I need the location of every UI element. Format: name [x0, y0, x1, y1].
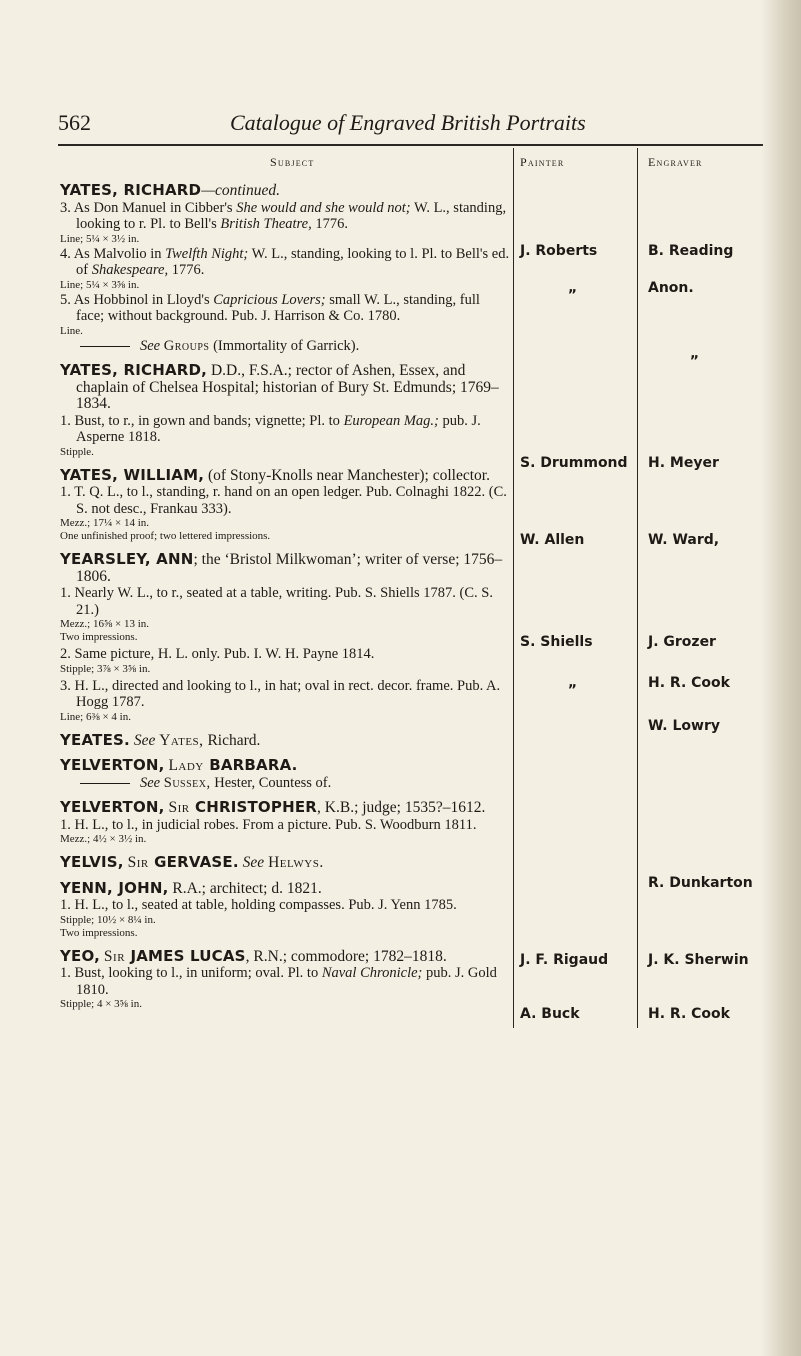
header-rule: [58, 144, 763, 146]
entry-name: YATES, RICHARD: [60, 181, 202, 199]
item-description: 1. Nearly W. L., to r., seated at a table, writing. Pub. S. Shiells 1787. (C. S. 21.): [60, 585, 493, 618]
item-description: 3. As Don Manuel in Cibber's She would and she would not; W. L., standing, looking to r. Pl. to Bell's British Theatre, 1776.: [60, 199, 507, 232]
entry-name: YELVIS,: [60, 853, 124, 871]
item-technique: Mezz.; 17¼ × 14 in.: [60, 517, 149, 529]
engraver-name: H. R. Cook: [648, 1006, 730, 1022]
item-technique: Stipple.: [60, 445, 94, 458]
engraver-name: H. R. Cook: [648, 675, 730, 691]
column-divider: [637, 148, 638, 1028]
item-description: 4. As Malvolio in Twelfth Night; W. L., standing, looking to l. Pl. to Bell's ed. of Shakespeare, 1776.: [60, 245, 510, 278]
entry-name: YELVERTON,: [60, 756, 165, 774]
item-technique: Line; 5¼ × 3⅝ in.: [60, 278, 140, 291]
item-description: 1. T. Q. L., to l., standing, r. hand on an open ledger. Pub. Colnaghi 1822. (C. S. not desc., Frankau 333).: [60, 484, 507, 517]
item-technique: Stipple; 4 × 3⅝ in.: [60, 998, 142, 1010]
entry-yeo-james-lucas: YEO, Sir JAMES LUCAS, R.N.; commodore; 1782–1818. 1. Bust, looking to l., in uniform; oval. Pl. to Naval Chronicle; pub. J. Gold 1810. Stipple; 4 × 3⅝ in.: [60, 948, 510, 1012]
entry-yates-william: YATES, WILLIAM, (of Stony-Knolls near Manchester); collector. 1. T. Q. L., to l., standing, r. hand on an open ledger. Pub. Colnaghi 1822. (C. S. not desc., Frankau 333). Mezz.; 17¼ × 14 in. One unfinished proof; two lettered impressions.: [60, 467, 510, 544]
cross-reference: See Sussex, Hester, Countess of.: [60, 775, 510, 792]
item-description: 2. Same picture, H. L. only. Pub. I. W. H. Payne 1814.: [60, 646, 375, 662]
entry-yates-richard-dd: YATES, RICHARD, D.D., F.S.A.; rector of Ashen, Essex, and chaplain of Chelsea Hospital; historian of Bury St. Edmunds; 1769–1834. 1. Bust, to r., in gown and bands; vignette; Pl. to European Mag.; pub. J. Asperne 1818. Stipple.: [60, 362, 510, 459]
engraver-name: W. Ward,: [648, 532, 720, 548]
column-header-engraver: Engraver: [648, 155, 703, 169]
item-description: 1. H. L., to l., in judicial robes. From a picture. Pub. S. Woodburn 1811.: [60, 816, 477, 833]
painter-name: J. F. Rigaud: [520, 952, 609, 968]
entry-yeates: YEATES. See Yates, Richard.: [60, 730, 261, 749]
entry-name: YENN, JOHN,: [60, 878, 169, 897]
running-title: Catalogue of Engraved British Portraits: [230, 110, 586, 135]
entry-name: YEO,: [60, 946, 101, 965]
item-technique: Line.: [60, 324, 83, 337]
item-note: One unfinished proof; two lettered impressions.: [60, 530, 271, 542]
column-header-painter: Painter: [520, 155, 565, 169]
item-description: 3. H. L., directed and looking to l., in hat; oval in rect. decor. frame. Pub. A. Hogg 1787.: [60, 677, 501, 710]
item-technique: Mezz.; 4½ × 3½ in.: [60, 833, 147, 845]
entry-yelverton-barbara: YELVERTON, Lady BARBARA. See Sussex, Hester, Countess of.: [60, 757, 510, 791]
page-number: 562: [58, 110, 91, 135]
entry-name: YEARSLEY, ANN: [60, 550, 194, 568]
item-description: 1. Bust, to r., in gown and bands; vignette; Pl. to European Mag.; pub. J. Asperne 1818.: [60, 412, 481, 445]
painter-ditto: „: [568, 280, 578, 296]
item-technique: Line; 6⅜ × 4 in.: [60, 710, 131, 723]
entry-yelvis: YELVIS, Sir GERVASE. See Helwys.: [60, 853, 324, 871]
painter-ditto: „: [568, 675, 578, 691]
entry-continued: —continued.: [201, 182, 280, 199]
engraver-name: J. Grozer: [648, 634, 716, 650]
painter-name: W. Allen: [520, 532, 585, 548]
engraver-name: J. K. Sherwin: [648, 952, 749, 968]
column-divider: [513, 148, 514, 1028]
entry-name: YATES, WILLIAM,: [60, 465, 205, 484]
item-note: Two impressions.: [60, 631, 138, 643]
item-technique: Stipple; 10½ × 8¼ in.: [60, 913, 156, 926]
item-description: 5. As Hobbinol in Lloyd's Capricious Lovers; small W. L., standing, full face; without background. Pub. J. Harrison & Co. 1780.: [60, 291, 480, 324]
engraver-name: Anon.: [648, 280, 694, 296]
entry-name: YEATES.: [60, 730, 130, 749]
painter-name: J. Roberts: [520, 243, 598, 259]
engraver-name: W. Lowry: [648, 718, 720, 734]
painter-name: S. Shiells: [520, 634, 593, 650]
entry-yates-richard: [60, 182, 510, 354]
item-description: 1. Bust, looking to l., in uniform; oval. Pl. to Naval Chronicle; pub. J. Gold 1810.: [60, 965, 497, 998]
item-note: Two impressions.: [60, 926, 138, 939]
column-header-subject: Subject: [270, 155, 315, 169]
engraver-ditto: „: [690, 346, 700, 362]
entry-name: YELVERTON,: [60, 798, 165, 816]
engraver-name: B. Reading: [648, 243, 734, 259]
painter-name: A. Buck: [520, 1006, 580, 1022]
subject-column: [60, 182, 510, 1011]
cross-reference: See Groups (Immortality of Garrick).: [60, 338, 510, 355]
entry-yearsley-ann: YEARSLEY, ANN; the ‘Bristol Milkwoman’; writer of verse; 1756–1806. 1. Nearly W. L., to r., seated at a table, writing. Pub. S. Shiells 1787. (C. S. 21.) Mezz.; 16⅝ × 13 in. Two impressions. 2. Same picture, H. L. only. Pub. I. W. H. Payne 1814. Stipple; 3⅞ × 3⅝ in. 3. H. L., directed and looking to l., in hat; oval in rect. decor. frame. Pub. A. Hogg 1787. Line; 6⅜ × 4 in.: [60, 551, 510, 724]
entry-name: YATES, RICHARD,: [60, 361, 208, 379]
entry-yenn-john: YENN, JOHN, R.A.; architect; d. 1821. 1. H. L., to l., seated at table, holding compasses. Pub. J. Yenn 1785. Stipple; 10½ × 8¼ in. Two impressions.: [60, 880, 510, 940]
item-technique: Line; 5¼ × 3½ in.: [60, 232, 140, 245]
engraver-name: R. Dunkarton: [648, 875, 753, 891]
engraver-name: H. Meyer: [648, 455, 719, 471]
painter-name: S. Drummond: [520, 455, 628, 471]
entry-yelverton-christopher: YELVERTON, Sir CHRISTOPHER, K.B.; judge; 1535?–1612. 1. H. L., to l., in judicial robes. From a picture. Pub. S. Woodburn 1811. Mezz.; 4½ × 3½ in.: [60, 799, 510, 846]
item-description: 1. H. L., to l., seated at table, holding compasses. Pub. J. Yenn 1785.: [60, 897, 457, 913]
item-technique: Stipple; 3⅞ × 3⅝ in.: [60, 662, 151, 675]
item-technique: Mezz.; 16⅝ × 13 in.: [60, 618, 149, 630]
